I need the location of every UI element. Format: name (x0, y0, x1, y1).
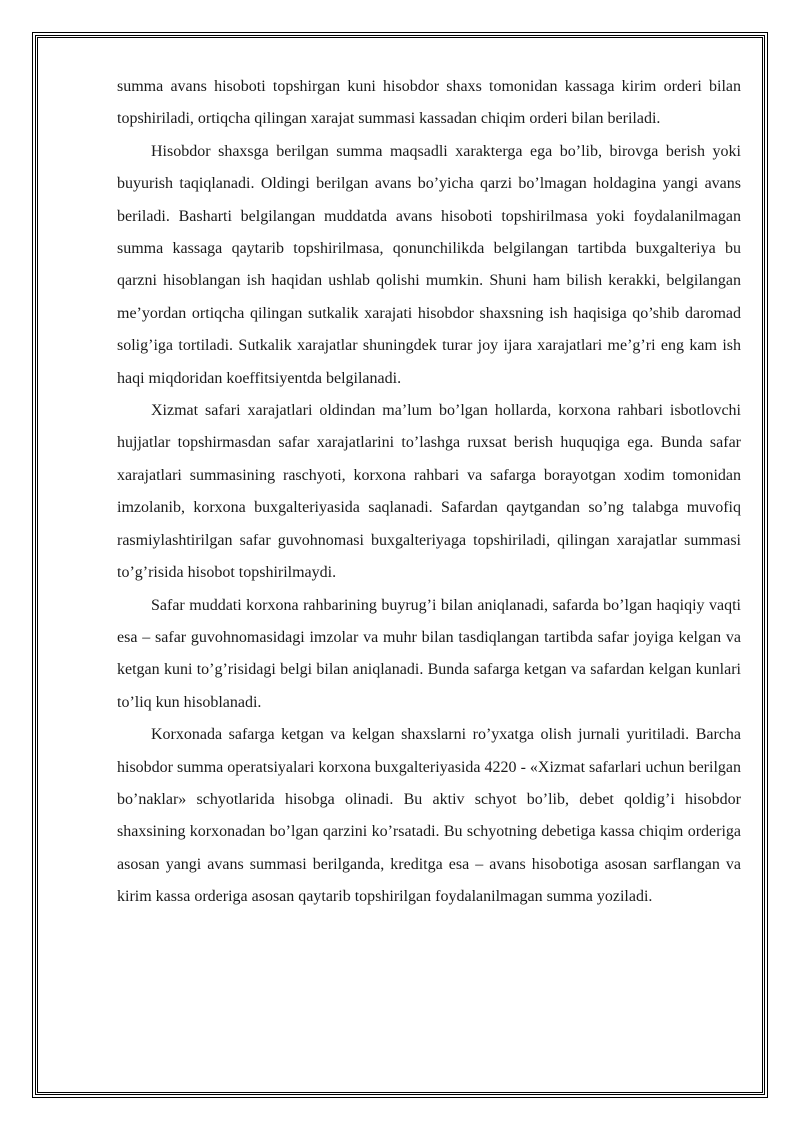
paragraph-5: Korxonada safarga ketgan va kelgan shaxslarni ro’yxatga olish jurnali yuritiladi. Barcha hisobdor summa operatsiyalari korxona buxgalteriyasida 4220 - «Xizmat safarlari uchun berilgan bo’naklar» schyotlarida hisobga olinadi. Bu aktiv schyot bo’lib, debet qoldig’i hisobdor shaxsining korxonadan bo’lgan qarzini ko’rsatadi. Bu schyotning debetiga kassa chiqim orderiga asosan yangi avans summasi berilganda, kreditga esa – avans hisobotiga asosan sarflangan va kirim kassa orderiga asosan qaytarib topshirilgan foydalanilmagan summa yoziladi. (117, 726, 741, 906)
document-body (117, 71, 741, 914)
paragraph-4: Safar muddati korxona rahbarining buyrug’i bilan aniqlanadi, safarda bo’lgan haqiqiy vaqti esa – safar guvohnomasidagi imzolar va muhr bilan tasdiqlangan tartibda safar joyiga kelgan va ketgan kuni to’g’risidagi belgi bilan aniqlanadi. Bunda safarga ketgan va safardan kelgan kunlari to’liq kun hisoblanadi. (117, 596, 741, 711)
paragraph-3: Xizmat safari xarajatlari oldindan ma’lum bo’lgan hollarda, korxona rahbari isbotlovchi hujjatlar topshirmasdan safar xarajatlarini to’lashga ruxsat berish huquqiga ega. Bunda safar xarajatlari summasining raschyoti, korxona rahbari va safarga borayotgan xodim tomonidan imzolanib, korxona buxgalteriyasida saqlanadi. Safardan qaytgandan so’ng talabga muvofiq rasmiylashtirilgan safar guvohnomasi buxgalteriyaga topshiriladi, qilingan xarajatlar summasi to’g’risida hisobot topshirilmaydi. (117, 402, 741, 582)
paragraph-2: Hisobdor shaxsga berilgan summa maqsadli xarakterga ega bo’lib, birovga berish yoki buyurish taqiqlanadi. Oldingi berilgan avans bo’yicha qarzi bo’lmagan holdagina yangi avans beriladi. Basharti belgilangan muddatda avans hisoboti topshirilmasa yoki foydalanilmagan summa kassaga qaytarib topshirilmasa, qonunchilikda belgilangan tartibda buxgalteriya bu qarzni hisoblangan ish haqidan ushlab qolishi mumkin. Shuni ham bilish kerakki, belgilangan me’yordan ortiqcha qilingan sutkalik xarajati hisobdor shaxsning ish haqisiga qo’shib daromad solig’iga tortiladi. Sutkalik xarajatlar shuningdek turar joy ijara xarajatlari me’g’ri eng kam ish haqi miqdoridan koeffitsiyentda belgilanadi. (117, 142, 741, 387)
paragraph-1: summa avans hisoboti topshirgan kuni hisobdor shaxs tomonidan kassaga kirim orderi bilan topshiriladi, ortiqcha qilingan xarajat summasi kassadan chiqim orderi bilan beriladi. (117, 78, 741, 128)
